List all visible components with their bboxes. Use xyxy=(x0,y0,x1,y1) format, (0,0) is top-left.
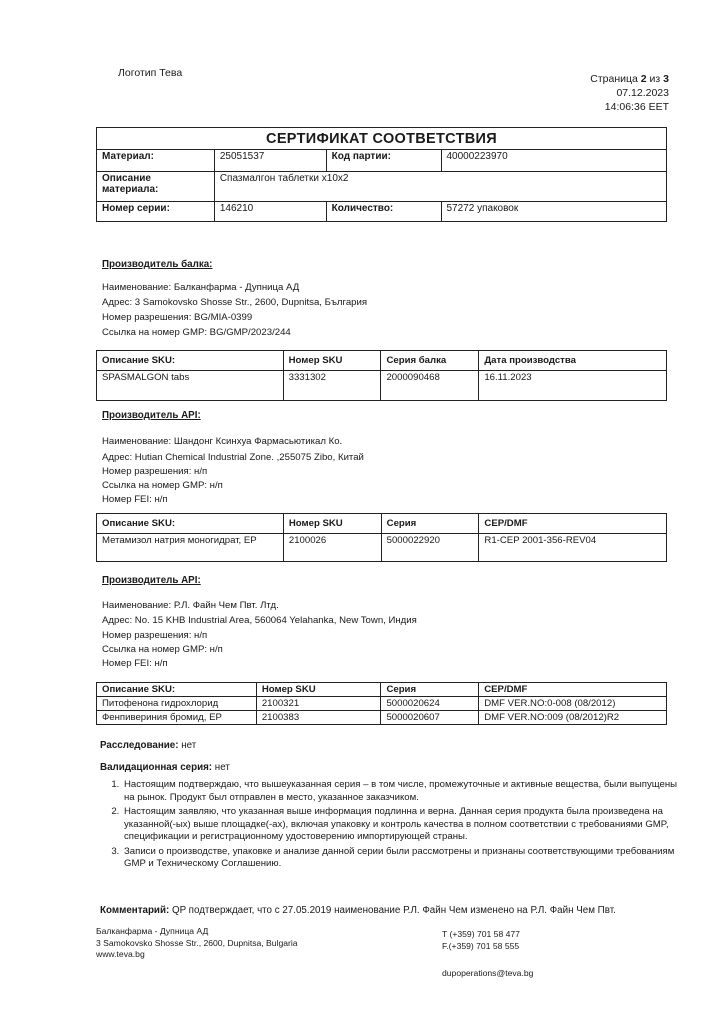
page-header-info xyxy=(590,72,669,114)
bulk-line-gmp: Ссылка на номер GMP: BG/GMP/2023/244 xyxy=(102,327,291,338)
footer-email: dupoperations@teva.bg xyxy=(442,968,534,978)
page-prefix: Страница xyxy=(590,73,641,85)
table-cell: Питофенона гидрохлорид xyxy=(97,697,257,711)
footer-right xyxy=(442,929,520,952)
api1-heading: Производитель API: xyxy=(102,410,201,421)
comment-text: QP подтверждает, что с 27.05.2019 наименование Р.Л. Файн Чем изменено на Р.Л. Файн Чем Пвт. xyxy=(169,905,616,916)
api1-line-gmp: Ссылка на номер GMP: н/п xyxy=(102,480,223,491)
table-row xyxy=(97,534,667,562)
api1-sku-table xyxy=(96,513,667,562)
footer-phone: T (+359) 701 58 477 xyxy=(442,929,520,939)
api1-line-fei: Номер FEI: н/п xyxy=(102,494,168,505)
table-cell: DMF VER.NO:0-008 (08/2012) xyxy=(479,697,667,711)
api2-line-name: Наименование: Р.Л. Файн Чем Пвт. Лтд. xyxy=(102,600,279,611)
api2-col-header: Описание SKU: xyxy=(97,683,257,697)
batch-value: 40000223970 xyxy=(441,150,667,172)
api1-line-permit: Номер разрешения: н/п xyxy=(102,466,208,477)
page-current: 2 xyxy=(640,73,647,85)
bulk-col-header: Номер SKU xyxy=(283,351,381,371)
api2-sku-table xyxy=(96,682,667,725)
api2-col-header: Номер SKU xyxy=(256,683,381,697)
footer-website: www.teva.bg xyxy=(96,949,145,959)
api2-line-address: Адрес: No. 15 KHB Industrial Area, 560064 Yelahanka, New Town, Индия xyxy=(102,615,417,626)
table-cell: 3331302 xyxy=(283,371,381,401)
description-label: Описание материала: xyxy=(97,172,215,202)
api1-col-header: CEP/DMF xyxy=(479,514,667,534)
api1-col-header: Номер SKU xyxy=(283,514,381,534)
batch-label: Код партии: xyxy=(326,150,441,172)
table-cell: SPASMALGON tabs xyxy=(97,371,284,401)
bulk-col-header: Описание SKU: xyxy=(97,351,284,371)
header-date: 07.12.2023 xyxy=(616,87,669,99)
table-cell: 5000022920 xyxy=(381,534,479,562)
investigation-row xyxy=(100,740,196,751)
api2-line-fei: Номер FEI: н/п xyxy=(102,658,168,669)
table-cell: 2100383 xyxy=(256,711,381,725)
api1-line-address: Адрес: Hutian Chemical Industrial Zone. ,255075 Zibo, Китай xyxy=(102,452,364,463)
api2-col-header: CEP/DMF xyxy=(479,683,667,697)
validation-value: нет xyxy=(212,762,230,773)
table-row xyxy=(97,371,667,401)
quantity-label: Количество: xyxy=(326,202,441,222)
table-cell: 2000090468 xyxy=(381,371,479,401)
certificate-title: СЕРТИФИКАТ СООТВЕТСТВИЯ xyxy=(97,128,667,150)
list-item: 3. Записи о производстве, упаковке и анализе данной серии были рассмотрены и признаны соответствующими требованиям GMP и Техническому Соглашению. xyxy=(122,846,688,871)
table-cell: 2100321 xyxy=(256,697,381,711)
footer-address: 3 Samokovsko Shosse Str., 2600, Dupnitsa, Bulgaria xyxy=(96,937,298,948)
validation-label: Валидационная серия: xyxy=(100,762,213,773)
bulk-col-header: Серия балка xyxy=(381,351,479,371)
certificate-table xyxy=(96,127,667,222)
series-value: 146210 xyxy=(214,202,326,222)
api2-line-gmp: Ссылка на номер GMP: н/п xyxy=(102,644,223,655)
table-cell: Фенпивериния бромид, EP xyxy=(97,711,257,725)
logo-placeholder-text: Логотип Тева xyxy=(118,67,183,79)
material-value: 25051537 xyxy=(214,150,326,172)
table-cell: 16.11.2023 xyxy=(479,371,667,401)
validation-row xyxy=(100,762,230,773)
api1-col-header: Описание SKU: xyxy=(97,514,284,534)
footer-fax: F.(+359) 701 58 555 xyxy=(442,940,520,951)
table-cell: Метамизол натрия моногидрат, EP xyxy=(97,534,284,562)
table-row xyxy=(97,711,667,725)
table-cell: 5000020607 xyxy=(381,711,479,725)
investigation-value: нет xyxy=(178,740,197,751)
material-label: Материал: xyxy=(97,150,215,172)
bulk-line-permit: Номер разрешения: BG/MIA-0399 xyxy=(102,312,253,323)
description-value: Спазмалгон таблетки x10x2 xyxy=(214,172,666,202)
table-cell: 5000020624 xyxy=(381,697,479,711)
footer-left xyxy=(96,926,298,961)
api1-line-name: Наименование: Шандонг Ксинхуа Фармасьютикал Ко. xyxy=(102,436,343,447)
footer-company: Балканфарма - Дупница АД xyxy=(96,926,209,936)
api2-line-permit: Номер разрешения: н/п xyxy=(102,630,208,641)
declarations-list xyxy=(100,779,688,873)
header-time: 14:06:36 EET xyxy=(604,101,669,113)
investigation-label: Расследование: xyxy=(100,740,179,751)
list-item: 2. Настоящим заявляю, что указанная выше информация подлинна и верна. Данная серия продукта была произведена на указанной(-ых) выше площадке(-ах), включая упаковку и контроль качества в полном соответствии с требованиями GMP, спецификации и регистрационному удостоверению импортирующей страны. xyxy=(122,806,688,844)
list-item: 1. Настоящим подтверждаю, что вышеуказанная серия – в том числе, промежуточные и активные вещества, были выпущены на рынок. Продукт был отправлен в место, указанное заказчиком. xyxy=(122,779,688,804)
quantity-value: 57272 упаковок xyxy=(441,202,667,222)
page-number xyxy=(590,72,669,86)
series-label: Номер серии: xyxy=(97,202,215,222)
table-cell: R1-CEP 2001-356-REV04 xyxy=(479,534,667,562)
api2-heading: Производитель API: xyxy=(102,575,201,586)
page-total: 3 xyxy=(663,73,669,85)
page-sep: из xyxy=(646,73,664,85)
bulk-col-header: Дата производства xyxy=(479,351,667,371)
comment-row xyxy=(100,905,616,916)
table-row xyxy=(97,697,667,711)
api2-col-header: Серия xyxy=(381,683,479,697)
comment-label: Комментарий: xyxy=(100,905,170,916)
bulk-manufacturer-heading: Производитель балка: xyxy=(102,259,213,270)
bulk-sku-table xyxy=(96,350,667,401)
bulk-line-name: Наименование: Балканфарма - Дупница АД xyxy=(102,282,300,293)
api1-col-header: Серия xyxy=(381,514,479,534)
bulk-line-address: Адрес: 3 Samokovsko Shosse Str., 2600, Dupnitsa, България xyxy=(102,297,368,308)
table-cell: DMF VER.NO:009 (08/2012)R2 xyxy=(479,711,667,725)
table-cell: 2100026 xyxy=(283,534,381,562)
